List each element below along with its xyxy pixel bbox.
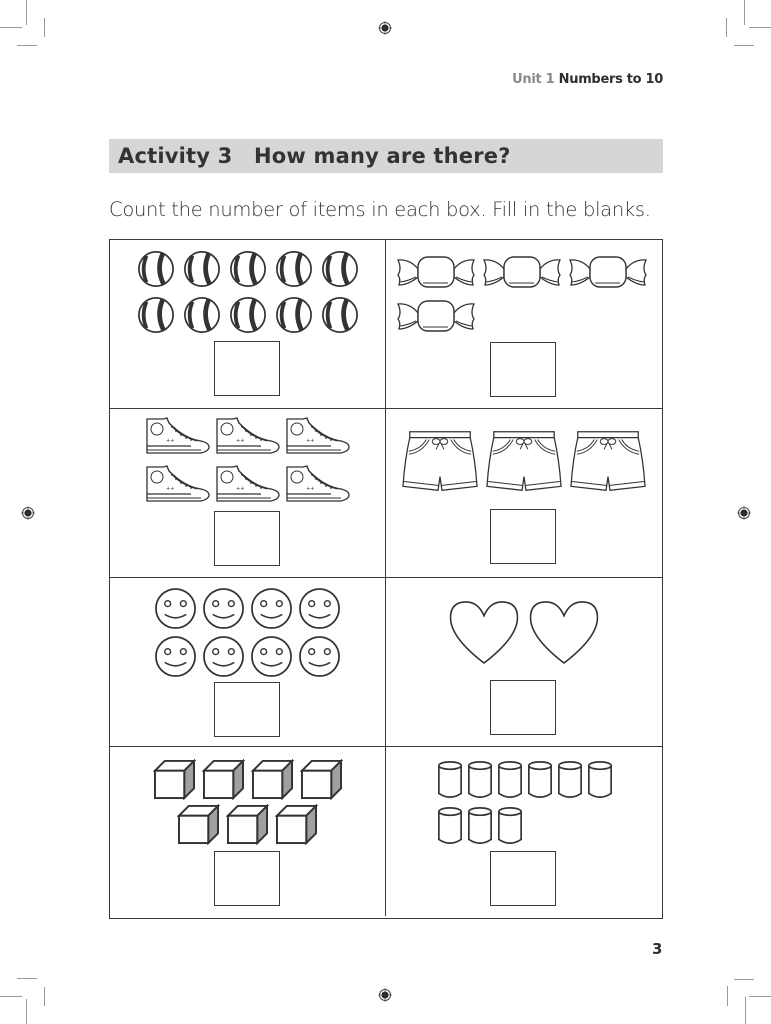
crop-mark <box>727 986 728 1006</box>
candy-icon <box>568 255 648 289</box>
baseball-icon <box>229 296 267 334</box>
cube-icon <box>202 759 245 800</box>
activity-title-bar <box>109 139 663 173</box>
cylinder-icon <box>437 759 463 800</box>
item-group <box>110 250 385 334</box>
cylinder-icon <box>557 759 583 800</box>
registration-mark-icon <box>21 506 35 520</box>
registration-mark-icon <box>378 21 392 35</box>
registration-mark-icon <box>737 506 751 520</box>
item-group <box>396 255 648 333</box>
heart-icon <box>448 600 520 665</box>
smiley-face-icon <box>202 587 245 630</box>
item-group <box>386 600 662 665</box>
sneaker-icon <box>215 465 281 505</box>
answer-box[interactable] <box>214 341 280 396</box>
count-box-candies <box>386 240 662 409</box>
item-group <box>437 759 613 846</box>
activity-title: How many are there? <box>254 144 511 168</box>
cylinder-icon <box>437 805 463 846</box>
crop-mark <box>749 27 771 28</box>
cube-icon <box>177 804 220 845</box>
crop-mark <box>26 0 27 25</box>
cube-icon <box>153 759 196 800</box>
smiley-face-icon <box>154 635 197 678</box>
crop-mark <box>734 45 754 46</box>
item-group <box>110 417 385 505</box>
registration-mark-icon <box>378 988 392 1002</box>
unit-title: Numbers to 10 <box>558 72 663 87</box>
sneaker-icon <box>285 465 351 505</box>
shorts-icon <box>401 429 479 493</box>
baseball-icon <box>321 296 359 334</box>
sneaker-icon <box>285 417 351 457</box>
count-box-shorts <box>386 409 662 578</box>
crop-mark <box>734 979 754 980</box>
cylinder-icon <box>497 759 523 800</box>
cylinder-icon <box>587 759 613 800</box>
count-box-hearts <box>386 578 662 747</box>
shorts-icon <box>485 429 563 493</box>
cube-icon <box>300 759 343 800</box>
baseball-icon <box>275 250 313 288</box>
item-group <box>110 759 385 845</box>
answer-box[interactable] <box>490 851 556 906</box>
count-box-baseballs <box>110 240 386 409</box>
smiley-face-icon <box>154 587 197 630</box>
answer-box[interactable] <box>490 342 556 397</box>
candy-icon <box>482 255 562 289</box>
count-box-sneakers <box>110 409 386 578</box>
unit-header <box>470 72 663 87</box>
baseball-icon <box>275 296 313 334</box>
counting-grid <box>109 239 663 919</box>
heart-icon <box>528 600 600 665</box>
crop-mark <box>749 996 771 997</box>
cylinder-icon <box>467 759 493 800</box>
crop-mark <box>726 18 727 37</box>
answer-box[interactable] <box>214 511 280 566</box>
crop-mark <box>17 978 37 979</box>
smiley-face-icon <box>298 587 341 630</box>
baseball-icon <box>183 296 221 334</box>
crop-mark <box>744 0 745 25</box>
baseball-icon <box>137 250 175 288</box>
sneaker-icon <box>145 465 211 505</box>
shorts-icon <box>569 429 647 493</box>
sneaker-icon <box>145 417 211 457</box>
cylinder-icon <box>497 805 523 846</box>
cube-icon <box>251 759 294 800</box>
answer-box[interactable] <box>214 851 280 906</box>
baseball-icon <box>183 250 221 288</box>
crop-mark <box>44 18 45 37</box>
answer-box[interactable] <box>214 682 280 737</box>
cylinder-icon <box>527 759 553 800</box>
crop-mark <box>17 45 37 46</box>
candy-icon <box>396 299 476 333</box>
count-box-cubes <box>110 747 386 916</box>
crop-mark <box>26 999 27 1024</box>
smiley-face-icon <box>298 635 341 678</box>
page-number: 3 <box>652 940 663 958</box>
unit-label: Unit 1 <box>512 72 555 87</box>
cube-icon <box>226 804 269 845</box>
smiley-face-icon <box>202 635 245 678</box>
answer-box[interactable] <box>490 680 556 735</box>
crop-mark <box>745 997 746 1024</box>
instruction-text: Count the number of items in each box. Fill in the blanks. <box>109 198 651 221</box>
item-group <box>110 587 385 678</box>
smiley-face-icon <box>250 635 293 678</box>
activity-label: Activity 3 <box>118 144 233 168</box>
crop-mark <box>0 996 22 997</box>
crop-mark <box>0 27 22 28</box>
smiley-face-icon <box>250 587 293 630</box>
sneaker-icon <box>215 417 281 457</box>
count-box-smiley-faces <box>110 578 386 747</box>
count-box-cylinders <box>386 747 662 916</box>
crop-mark <box>44 987 45 1006</box>
cylinder-icon <box>467 805 493 846</box>
cube-icon <box>275 804 318 845</box>
candy-icon <box>396 255 476 289</box>
baseball-icon <box>137 296 175 334</box>
answer-box[interactable] <box>490 509 556 564</box>
item-group <box>386 429 662 493</box>
baseball-icon <box>229 250 267 288</box>
baseball-icon <box>321 250 359 288</box>
